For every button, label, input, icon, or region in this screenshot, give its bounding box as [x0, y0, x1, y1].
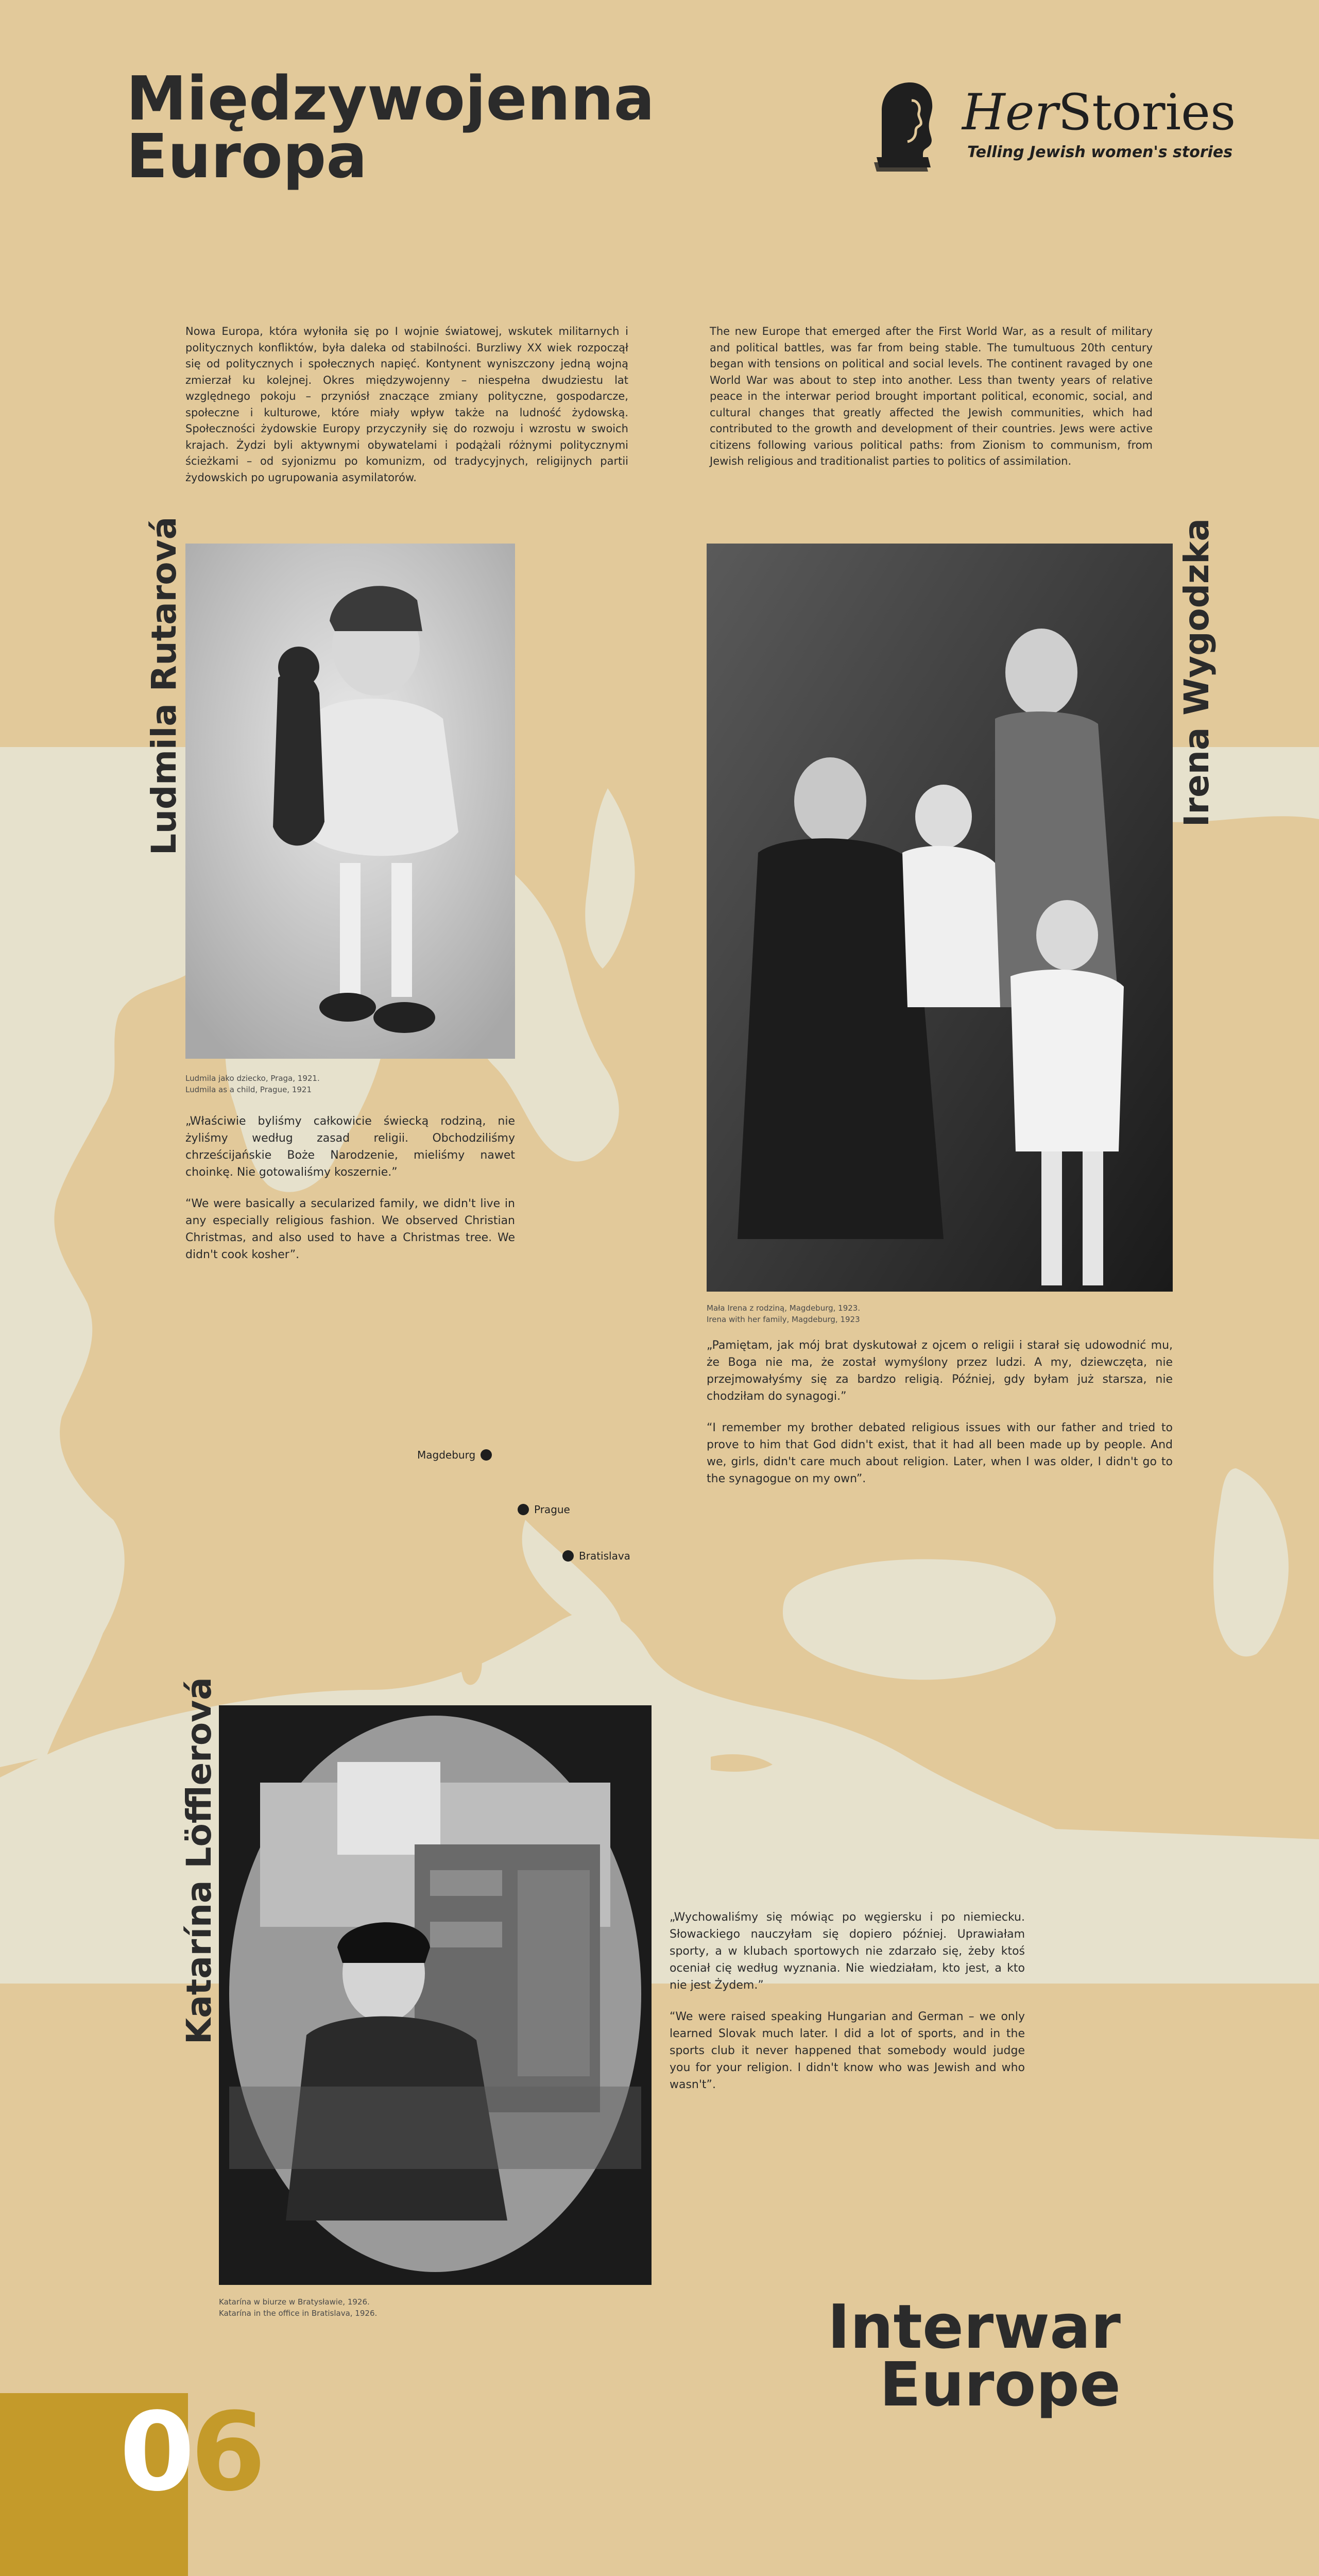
city-label-prague: Prague: [534, 1503, 570, 1516]
katarina-photo-art: [219, 1705, 652, 2285]
irena-caption-en: Irena with her family, Magdeburg, 1923: [707, 1315, 860, 1324]
location-dot-icon: [481, 1449, 492, 1461]
katarina-caption: [219, 2296, 652, 2319]
katarina-caption-en: Katarína in the office in Bratislava, 1926.: [219, 2309, 378, 2318]
irena-caption: [707, 1302, 1173, 1325]
city-marker-magdeburg: [417, 1449, 492, 1461]
katarina-photo: [219, 1705, 652, 2285]
title-pl-line2: Europa: [126, 121, 367, 192]
city-marker-prague: [518, 1503, 570, 1516]
city-marker-bratislava: [562, 1550, 630, 1562]
location-dot-icon: [518, 1504, 529, 1515]
ludmila-photo-art: [185, 544, 515, 1059]
irena-quote-pl: „Pamiętam, jak mój brat dyskutował z ojcem o religii i starał się udowodnić mu, że Boga nie ma, że został wymyślony przez ludzi. A my, dziewczęta, nie przejmowałyśmy się za bardzo religią. Później, gdy byłam już starsza, nie chodziłam do synagogi.”: [707, 1339, 1173, 1403]
ludmila-quote-pl: „Właściwie byliśmy całkowicie świecką rodziną, nie żyliśmy według zasad religii. Obchodziliśmy chrześcijańskie Boże Narodzenie, mieliśmy nawet choinkę. Nie gotowaliśmy koszernie.”: [185, 1115, 515, 1179]
irena-caption-pl: Mała Irena z rodziną, Magdeburg, 1923.: [707, 1303, 861, 1313]
logo-her: Her: [962, 83, 1058, 141]
woman-profile-book-icon: [871, 80, 938, 173]
panel-number-second-digit: 6: [191, 2389, 266, 2515]
location-dot-icon: [562, 1550, 574, 1562]
irena-photo-art: [707, 544, 1173, 1292]
logo-wordmark: [962, 83, 1236, 141]
irena-photo: [707, 544, 1173, 1292]
katarina-quote-pl: „Wychowaliśmy się mówiąc po węgiersku i po niemiecku. Słowackiego nauczyłam się dopiero później. Uprawiałam sporty, a w klubach sportowych nie zdarzało się, żeby ktoś oceniał cię według wyznania. Nie wiedziałam, kto jest, a kto nie jest Żydem.”: [670, 1911, 1025, 1992]
title-en-line1: Interwar: [827, 2291, 1121, 2362]
logo-tagline: Telling Jewish women's stories: [967, 143, 1233, 161]
katarina-quote: [670, 1909, 1025, 2108]
ludmila-quote: [185, 1113, 515, 1278]
intro-text-english: The new Europe that emerged after the First World War, as a result of military and political battles, was far from being stable. The tumultuous 20th century began with tensions on political and social levels. The continent ravaged by one World War was about to step into another. Less than twenty years of relative peace in the interwar period brought important political, economic, social, and cultural changes that greatly affected the Jewish communities, which had contributed to the growth and development of their countries. Jews were active citizens following various political paths: from Zionism to communism, from Jewish religious and traditionalist parties to politics of assimilation.: [710, 325, 1153, 467]
city-label-bratislava: Bratislava: [579, 1550, 630, 1562]
city-label-magdeburg: Magdeburg: [417, 1449, 476, 1461]
ludmila-caption-pl: Ludmila jako dziecko, Praga, 1921.: [185, 1074, 320, 1083]
page-title-english: [827, 2291, 1121, 2420]
title-en-line2: Europe: [879, 2349, 1121, 2420]
irena-quote-en: “I remember my brother debated religious issues with our father and tried to prove to him that God didn't exist, that it had all been made up by people. And we, girls, didn't care much about religion. Later, when I was older, I didn't go to the synagogue on my own”.: [707, 1421, 1173, 1485]
irena-name-vertical: Irena Wygodzka: [1177, 518, 1217, 827]
katarina-caption-pl: Katarína w biurze w Bratysławie, 1926.: [219, 2297, 370, 2307]
katarina-name-vertical: Katarína Löfflerová: [179, 1677, 219, 2044]
katarina-quote-en: “We were raised speaking Hungarian and German – we only learned Slovak much later. I did a lot of sports, and in the sports club it never happened that somebody would judge you for your religion. I didn't know who was Jewish and who wasn't”.: [670, 2010, 1025, 2091]
intro-text-polish: Nowa Europa, która wyłoniła się po I wojnie światowej, wskutek militarnych i politycznych konfliktów, była daleka od stabilności. Burzliwy XX wiek rozpoczął się od politycznych i społecznych napięć. Kontynent wyniszczony jedną wojną zmierzał ku kolejnej. Okres międzywojenny – niespełna dwudziestu lat względnego pokoju – przyniósł znaczące zmiany polityczne, gospodarcze, społeczne i kulturowe, które miały wpływ także na ludność żydowską. Społeczności żydowskie Europy przyczyniły się do rozwoju i wzrostu w swoich krajach. Żydzi byli aktywnymi obywatelami i podążali różnymi politycznymi ścieżkami – od syjonizmu po komunizm, od tradycyjnych, religijnych partii żydowskich po ugrupowania asymilatorów.: [185, 325, 628, 484]
panel-number-first-digit: 0: [119, 2389, 195, 2515]
page-title-polish: [126, 63, 655, 192]
ludmila-photo: [185, 544, 515, 1059]
title-pl-line1: Międzywojenna: [126, 63, 655, 134]
ludmila-name-vertical: Ludmila Rutarová: [144, 516, 184, 855]
ludmila-caption: [185, 1073, 515, 1095]
ludmila-quote-en: “We were basically a secularized family, we didn't live in any especially religious fashion. We observed Christian Christmas, and also used to have a Christmas tree. We didn't cook kosher”.: [185, 1197, 515, 1261]
irena-quote: [707, 1337, 1173, 1502]
logo-stories: Stories: [1058, 83, 1236, 141]
ludmila-caption-en: Ludmila as a child, Prague, 1921: [185, 1085, 312, 1094]
